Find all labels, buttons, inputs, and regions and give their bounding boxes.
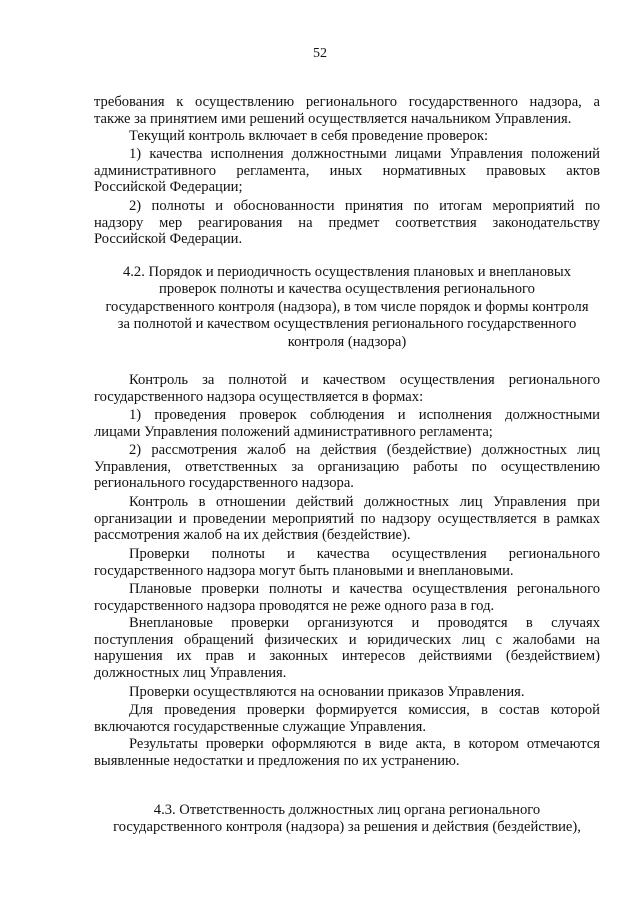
text-line: Российской Федерации. [94,231,243,248]
text-line: выявленные недостатки и предложения по их устранению. [94,752,460,769]
text-line: Проверки полноты и качества осуществления регионального [129,546,600,562]
text-line: Контроль за полнотой и качеством осуществления регионального [129,372,600,388]
text-line: Результаты проверки оформляются в виде акта, в котором отмечаются [129,736,600,752]
text-line: 2) полноты и обоснованности принятия по итогам мероприятий по [129,198,600,214]
heading-line: проверок полноты и качества осуществления регионального [159,281,535,298]
text-line: 2) рассмотрения жалоб на действия (бездействие) должностных лиц [129,442,600,458]
paragraph-commission [94,702,600,735]
text-line: Российской Федерации; [94,179,243,196]
text-line: лицами Управления положений административного регламента; [94,423,493,440]
text-line: Проверки осуществляются на основании приказов Управления. [129,684,525,700]
page-number: 52 [313,46,327,61]
text-line: поступления обращений физических и юридических лиц с жалобами на [94,631,600,648]
list-item-1 [94,146,600,196]
text-line: Управления, ответственных за организацию работы по осуществлению [94,458,600,475]
text-line: включаются государственные служащие Управления. [94,718,427,735]
heading-line: государственного контроля (надзора), в том числе порядок и формы контроля [105,298,589,315]
paragraph-requirements [94,94,600,127]
text-line: административного регламента, иных нормативных правовых актов [94,162,600,179]
paragraph-control-forms [94,372,600,405]
text-line: требования к осуществлению регионального государственного надзора, а [94,94,600,110]
text-line: нарушения их прав и законных интересов действиями (бездействием) [94,648,600,665]
heading-line: за полнотой и качеством осуществления регионального государственного [117,316,577,333]
section-heading-4-3 [94,802,600,837]
text-line: организации и проведении мероприятий по надзору осуществляется в рамках [94,510,600,527]
heading-line: государственного контроля (надзора) за решения и действия (бездействие), [113,819,581,836]
text-line: государственного надзора проводятся не реже одного раза в год. [94,597,495,614]
heading-line: 4.3. Ответственность должностных лиц органа регионального [153,802,541,818]
text-line: рассмотрения жалоб на их действия (бездействие). [94,527,411,544]
text-line: 1) проведения проверок соблюдения и исполнения должностными [129,407,600,423]
text-line: регионального государственного надзора. [94,475,354,492]
form-item-2 [94,442,600,492]
heading-line: 4.2. Порядок и периодичность осуществления плановых и внеплановых [122,264,572,280]
list-item-2 [94,198,600,248]
paragraph-planned-inspections [94,581,600,614]
text-line: Контроль в отношении действий должностных лиц Управления при [129,494,600,510]
paragraph-current-control [94,128,600,145]
paragraph-unplanned-inspections [94,615,600,681]
text-line: Текущий контроль включает в себя проведение проверок: [129,128,489,144]
paragraph-inspection-basis [94,684,600,701]
text-line: также за принятием ими решений осуществляется начальником Управления. [94,110,572,127]
paragraph-control-actions [94,494,600,544]
text-line: 1) качества исполнения должностными лицами Управления положений [129,146,600,162]
text-line: государственного надзора осуществляется в формах: [94,388,424,405]
text-line: Для проведения проверки формируется комиссия, в состав которой [129,702,600,718]
text-line: Плановые проверки полноты и качества осуществления регонального [129,581,600,597]
paragraph-inspection-results [94,736,600,769]
text-line: надзору мер реагирования на предмет соответствия законодательству [94,214,600,231]
section-heading-4-2 [94,264,600,351]
paragraph-inspection-types [94,546,600,579]
form-item-1 [94,407,600,440]
text-line: должностных лиц Управления. [94,664,287,681]
text-line: государственного надзора могут быть плановыми и внеплановыми. [94,562,514,579]
text-line: Внеплановые проверки организуются и проводятся в случаях [129,615,600,631]
heading-line: контроля (надзора) [287,333,407,350]
